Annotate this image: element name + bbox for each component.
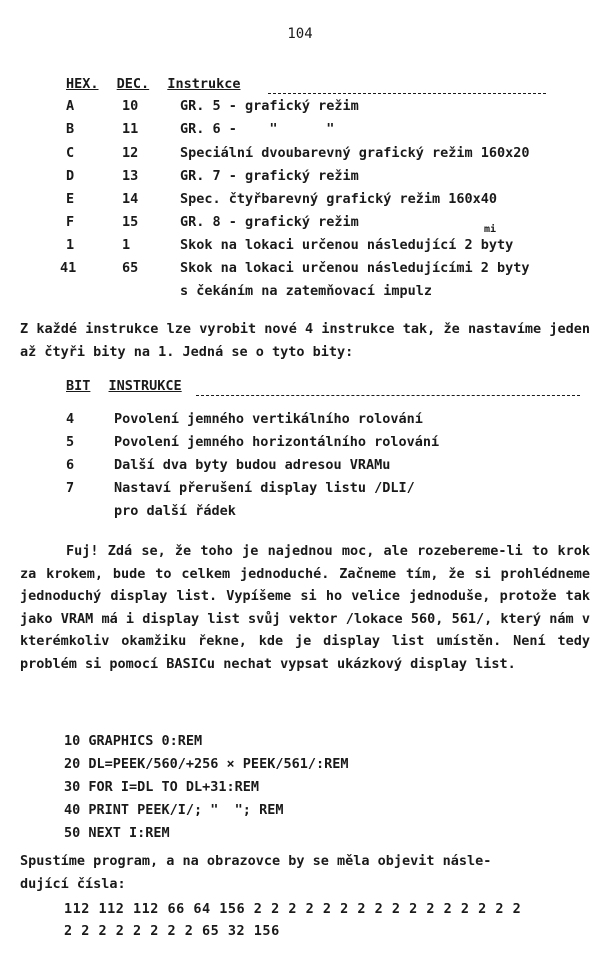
paragraph-display-list: Fuj! Zdá se, že toho je najednou moc, ale rozebereme-li to krok za krokem, bude to celkem jednoduché. Začneme tím, že si prohlédneme jednoduchý display list. Vypíšeme si ho velice jednoduše, protože tak jako VRAM má i display list svůj vektor /lokace 560, 561/, který nám v kterémkoliv okamžiku řekne, kde je display list umístěn. Není tedy problém si pomocí BASICu nechat vypsat ukázkový display list. — [20, 543, 590, 672]
table2-header-rule — [196, 395, 580, 396]
code-line: 50 NEXT I:REM — [64, 825, 170, 841]
header-dec: DEC. — [116, 76, 150, 92]
header-instrukce2: INSTRUKCE — [108, 378, 182, 394]
output-numbers-line1: 112 112 112 66 64 156 2 2 2 2 2 2 2 2 2 2 2 2 2 2 2 2 — [64, 901, 522, 917]
code-line: 40 PRINT PEEK/I/; " "; REM — [64, 802, 284, 818]
paragraph-run-line1: Spustíme program, a na obrazovce by se měla objevit násle- — [20, 853, 492, 869]
superscript-mi: mi — [484, 224, 497, 235]
header-instrukce: Instrukce — [167, 76, 241, 92]
output-numbers-line2: 2 2 2 2 2 2 2 2 65 32 156 — [64, 923, 280, 939]
header-hex: HEX. — [66, 76, 99, 92]
table1-header — [66, 76, 250, 92]
table2-header — [66, 378, 192, 394]
code-line: 20 DL=PEEK/560/+256 × PEEK/561/:REM — [64, 756, 349, 772]
page-number: 104 — [287, 26, 313, 42]
table1-header-rule — [268, 93, 546, 94]
code-line: 30 FOR I=DL TO DL+31:REM — [64, 779, 260, 795]
paragraph-intro-bits: Z každé instrukce lze vyrobit nové 4 instrukce tak, že nastavíme jeden až čtyři bity na 1. Jedná se o tyto bity: — [20, 321, 590, 360]
document-page: 104 HEX. DEC. Instrukce A 10 GR. 5 - grafický režim B 11 GR. 6 - " " C 12 Speciální dvoubarevný grafický režim 160x20 D 13 GR. 7 - grafický režim E 14 Spec. čtyřbarevný grafický režim 160x40 F 15 GR. 8 - grafický režim 1 1 Skok na lokaci určenou následující 2 byty mi 41 65 Skok na lokaci určenou následujícími 2 byty s čekáním na zatemňovací impulz Z každé instrukce lze vyrobit nové 4 instrukce tak, že nastavíme jeden až čtyři bity na 1. Jedná se o tyto bity: BIT INSTRUKCE 4 Povolení jemného vertikálního rolování 5 Povolení jemného horizontálního rolování 6 Další dva byty budou adresou VRAMu 7 Nastaví přerušení display listu /DLI/ pro další řádek Fuj! Zdá se, že toho je najednou moc, ale rozebereme-li to krok za krokem, bude to celkem jednoduché. Začneme tím, že si prohlédneme jednoduchý display list. Vypíšeme si ho velice jednoduše, protože tak jako VRAM má i display list svůj vektor /lokace 560, 561/, který nám v kterémkoliv okamžiku řekne, kde je display list umístěn. Není tedy problém si pomocí BASICu nechat vypsat ukázkový display list. 10 GRAPHICS 0:REM 20 DL=PEEK/560/+256 × PEEK/561/:REM 30 FOR I=DL TO DL+31:REM 40 PRINT PEEK/I/; " "; REM 50 NEXT I:REM Spustíme program, a na obrazovce by se měla objevit násle- dující čísla: 112 112 112 66 64 156 2 2 2 2 2 2 2 2 2 2 2 2 2 2 2 2 2 2 2 2 2 2 2 2 65 32 156 — [0, 0, 600, 972]
header-bit: BIT — [66, 378, 91, 394]
paragraph-run-line2: dující čísla: — [20, 876, 126, 892]
code-listing — [64, 730, 348, 845]
code-line: 10 GRAPHICS 0:REM — [64, 733, 203, 749]
